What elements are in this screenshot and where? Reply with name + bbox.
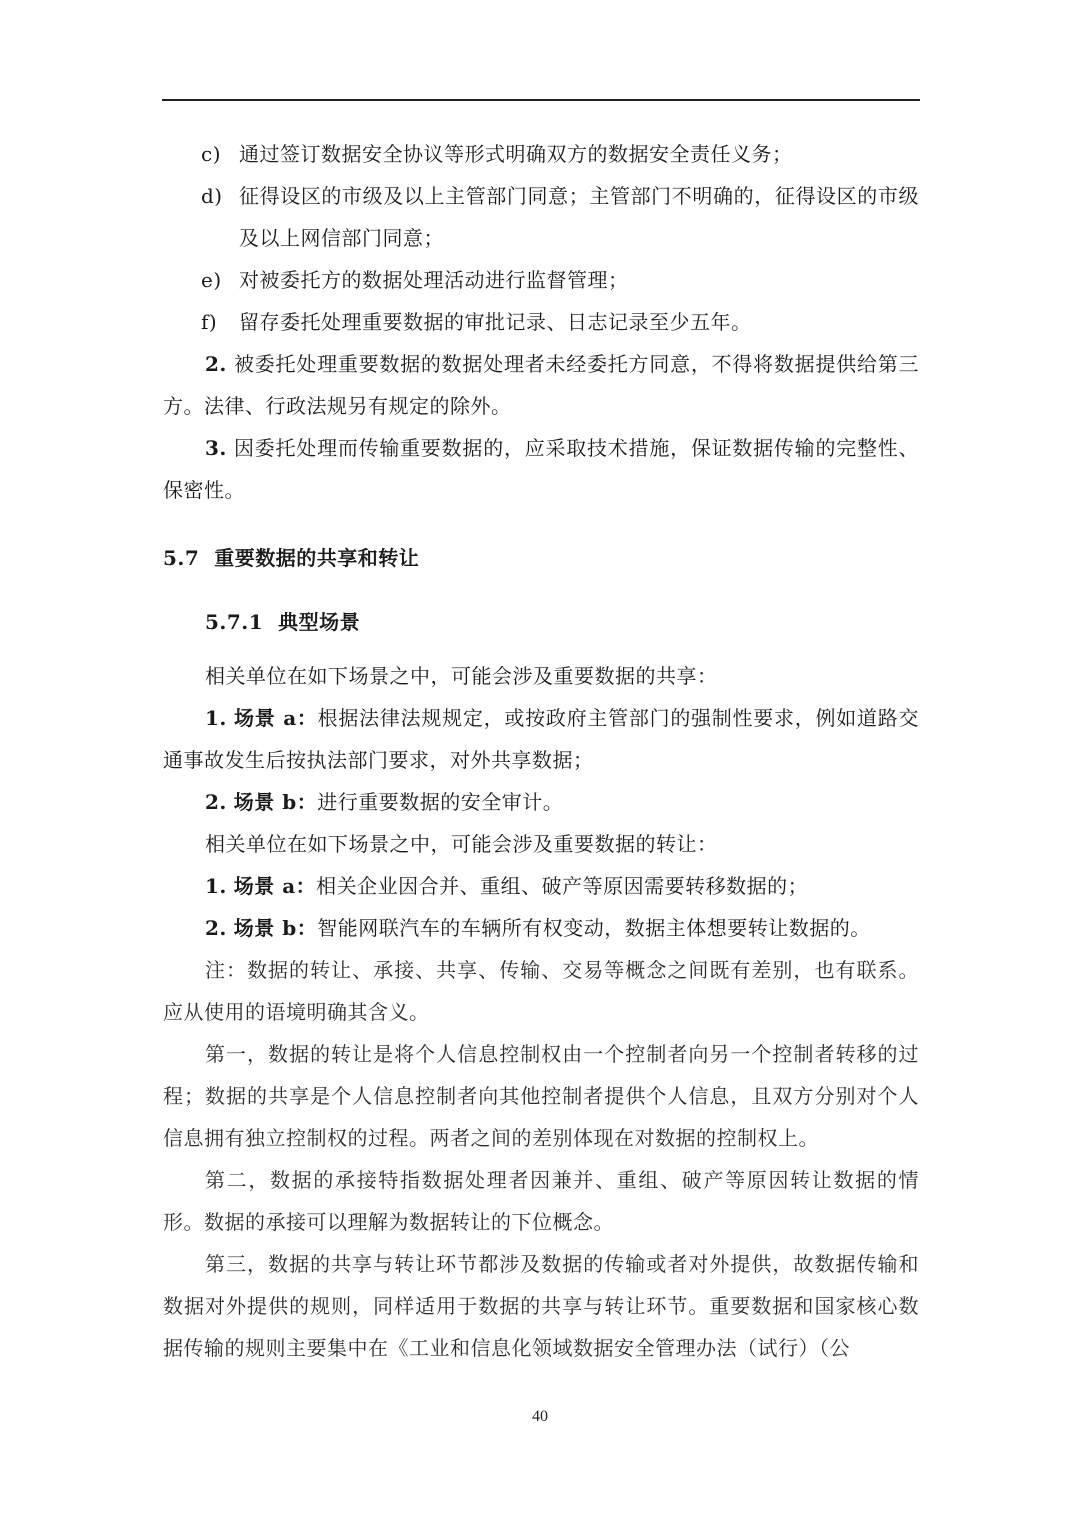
- section-title: 重要数据的共享和转让: [214, 546, 420, 570]
- section-title: 典型场景: [278, 610, 361, 634]
- note-paragraph-third: 第三，数据的共享与转让环节都涉及数据的传输或者对外提供，故数据传输和数据对外提供的规则，同样适用于数据的共享与转让环节。重要数据和国家核心数据传输的规则主要集中在《工业和信息化领域数据安全管理办法（试行）（公: [163, 1252, 919, 1360]
- transfer-scenario-b: [163, 907, 919, 949]
- scenario-text: 相关企业因合并、重组、破产等原因需要转移数据的；: [316, 874, 809, 898]
- transfer-intro: 相关单位在如下场景之中，可能会涉及重要数据的转让：: [205, 832, 718, 856]
- section-heading-5-7-1: [163, 601, 919, 643]
- sharing-scenario-b: [163, 781, 919, 823]
- scenario-number: 2.: [205, 790, 227, 814]
- numbered-paragraph-2: [163, 343, 919, 427]
- scenario-label: 场景 b：: [233, 916, 318, 940]
- list-item-d: [163, 175, 919, 259]
- list-marker: c): [201, 142, 222, 166]
- section-heading-5-7: [163, 537, 919, 579]
- note-paragraph: 注：数据的转让、承接、共享、传输、交易等概念之间既有差别，也有联系。应从使用的语境明确其含义。: [163, 958, 919, 1024]
- header-rule: [162, 99, 920, 101]
- scenario-number: 1.: [205, 874, 227, 898]
- list-text: 通过签订数据安全协议等形式明确双方的数据安全责任义务；: [239, 142, 793, 166]
- scenario-text: 智能网联汽车的车辆所有权变动，数据主体想要转让数据的。: [317, 916, 871, 940]
- list-marker: e): [201, 268, 222, 292]
- list-marker: f): [201, 310, 218, 334]
- sharing-scenario-a: [163, 697, 919, 781]
- paragraph-number: 2.: [205, 352, 227, 376]
- transfer-scenario-a: [163, 865, 919, 907]
- page-body: [163, 133, 919, 1369]
- section-number: 5.7.1: [205, 610, 264, 634]
- sharing-intro: 相关单位在如下场景之中，可能会涉及重要数据的共享：: [205, 664, 718, 688]
- list-item-e: [163, 259, 919, 301]
- scenario-number: 2.: [205, 916, 227, 940]
- list-item-c: [163, 133, 919, 175]
- list-item-f: [163, 301, 919, 343]
- paragraph-text: 因委托处理而传输重要数据的，应采取技术措施，保证数据传输的完整性、保密性。: [163, 436, 919, 502]
- scenario-label: 场景 a：: [233, 874, 317, 898]
- scenario-text: 根据法律法规规定，或按政府主管部门的强制性要求，例如道路交通事故发生后按执法部门要求，对外共享数据；: [163, 706, 920, 772]
- page-number: 40: [532, 1408, 548, 1425]
- paragraph-text: 被委托处理重要数据的数据处理者未经委托方同意，不得将数据提供给第三方。法律、行政法规另有规定的除外。: [163, 352, 919, 418]
- scenario-label: 场景 a：: [234, 706, 318, 730]
- scenario-text: 进行重要数据的安全审计。: [317, 790, 564, 814]
- list-marker: d): [201, 184, 223, 208]
- list-text: 留存委托处理重要数据的审批记录、日志记录至少五年。: [239, 310, 752, 334]
- note-paragraph-first: 第一，数据的转让是将个人信息控制权由一个控制者向另一个控制者转移的过程；数据的共享是个人信息控制者向其他控制者提供个人信息，且双方分别对个人信息拥有独立控制权的过程。两者之间的差别体现在对数据的控制权上。: [163, 1042, 919, 1150]
- scenario-label: 场景 b：: [233, 790, 318, 814]
- scenario-number: 1.: [205, 706, 227, 730]
- list-text: 征得设区的市级及以上主管部门同意；主管部门不明确的，征得设区的市级及以上网信部门同意；: [239, 184, 919, 250]
- list-text: 对被委托方的数据处理活动进行监督管理；: [239, 268, 629, 292]
- numbered-paragraph-3: [163, 427, 919, 511]
- note-paragraph-second: 第二，数据的承接特指数据处理者因兼并、重组、破产等原因转让数据的情形。数据的承接可以理解为数据转让的下位概念。: [163, 1168, 919, 1234]
- section-number: 5.7: [163, 546, 200, 570]
- paragraph-number: 3.: [205, 436, 227, 460]
